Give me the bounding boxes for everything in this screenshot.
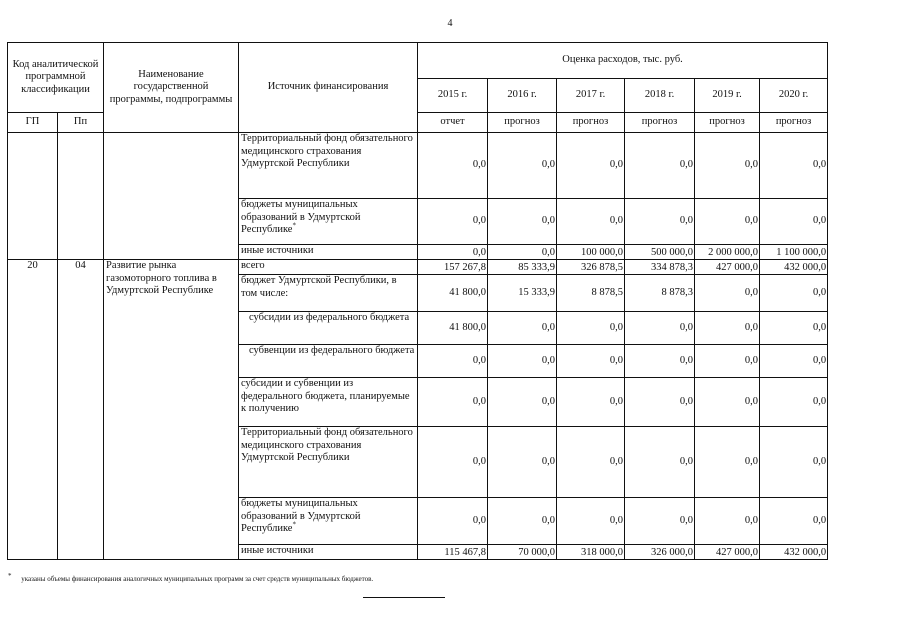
value-cell: 326 878,5 [557, 260, 625, 275]
value-cell: 0,0 [625, 427, 695, 498]
source-cell: субвенции из федерального бюджета [239, 345, 418, 378]
table-row [8, 133, 828, 199]
value-cell: 0,0 [760, 199, 828, 245]
footnote [8, 572, 373, 583]
footnote-mark: * [292, 221, 296, 230]
value-cell: 0,0 [695, 275, 760, 312]
header-year: 2016 г. [488, 79, 557, 113]
value-cell: 0,0 [488, 378, 557, 427]
source-cell: субсидии и субвенции из федерального бюджета, планируемые к получению [239, 378, 418, 427]
value-cell: 0,0 [418, 199, 488, 245]
value-cell: 0,0 [557, 312, 625, 345]
header-pp: Пп [58, 113, 104, 133]
header-year: 2019 г. [695, 79, 760, 113]
value-cell: 0,0 [488, 312, 557, 345]
value-cell: 0,0 [418, 133, 488, 199]
value-cell: 0,0 [760, 427, 828, 498]
value-cell: 334 878,3 [625, 260, 695, 275]
value-cell: 0,0 [488, 345, 557, 378]
header-year: 2015 г. [418, 79, 488, 113]
value-cell: 41 800,0 [418, 275, 488, 312]
header-source: Источник финансирования [239, 43, 418, 133]
value-cell: 0,0 [488, 498, 557, 545]
value-cell: 0,0 [557, 378, 625, 427]
value-cell: 0,0 [418, 427, 488, 498]
value-cell: 115 467,8 [418, 545, 488, 560]
value-cell: 0,0 [557, 199, 625, 245]
source-cell [239, 498, 418, 545]
value-cell: 2 000 000,0 [695, 245, 760, 260]
value-cell: 427 000,0 [695, 260, 760, 275]
source-cell: Территориальный фонд обязательного медицинского страхования Удмуртской Республики [239, 133, 418, 199]
value-cell: 0,0 [625, 312, 695, 345]
value-cell: 432 000,0 [760, 260, 828, 275]
header-program-name: Наименование государственной программы, подпрограммы [104, 43, 239, 133]
value-cell: 8 878,3 [625, 275, 695, 312]
value-cell: 0,0 [695, 345, 760, 378]
value-cell: 0,0 [557, 345, 625, 378]
value-cell: 0,0 [625, 498, 695, 545]
source-cell: бюджет Удмуртской Республики, в том числе: [239, 275, 418, 312]
value-cell: 427 000,0 [695, 545, 760, 560]
header-kind: прогноз [488, 113, 557, 133]
value-cell: 0,0 [488, 427, 557, 498]
value-cell: 0,0 [760, 378, 828, 427]
value-cell: 41 800,0 [418, 312, 488, 345]
value-cell: 85 333,9 [488, 260, 557, 275]
value-cell: 0,0 [625, 378, 695, 427]
header-code-group: Код аналитической программной классификации [8, 43, 104, 113]
value-cell: 318 000,0 [557, 545, 625, 560]
value-cell: 157 267,8 [418, 260, 488, 275]
header-kind: отчет [418, 113, 488, 133]
value-cell: 0,0 [418, 498, 488, 545]
source-cell: всего [239, 260, 418, 275]
footnote-mark: * [292, 520, 296, 529]
value-cell: 0,0 [760, 312, 828, 345]
value-cell: 0,0 [695, 378, 760, 427]
source-text: бюджеты муниципальных образований в Удмуртской Республике [241, 199, 361, 235]
value-cell: 0,0 [625, 345, 695, 378]
subprogram-name: Развитие рынка газомоторного топлива в Удмуртской Республике [104, 260, 239, 560]
footnote-mark: * [8, 572, 12, 580]
value-cell: 0,0 [695, 312, 760, 345]
value-cell: 500 000,0 [625, 245, 695, 260]
value-cell: 0,0 [760, 498, 828, 545]
value-cell: 0,0 [625, 133, 695, 199]
source-cell: иные источники [239, 545, 418, 560]
header-estimate: Оценка расходов, тыс. руб. [418, 43, 828, 79]
value-cell: 0,0 [760, 275, 828, 312]
footnote-divider [363, 597, 445, 598]
value-cell: 100 000,0 [557, 245, 625, 260]
value-cell: 0,0 [695, 427, 760, 498]
header-kind: прогноз [760, 113, 828, 133]
value-cell: 0,0 [418, 345, 488, 378]
subprogram-gp: 20 [8, 260, 58, 560]
empty-name-cell [104, 133, 239, 260]
empty-gp-cell [8, 133, 58, 260]
value-cell: 0,0 [488, 245, 557, 260]
value-cell: 0,0 [557, 427, 625, 498]
value-cell: 1 100 000,0 [760, 245, 828, 260]
value-cell: 0,0 [557, 498, 625, 545]
value-cell: 0,0 [488, 199, 557, 245]
budget-table [7, 42, 828, 560]
source-cell: Территориальный фонд обязательного медицинского страхования Удмуртской Республики [239, 427, 418, 498]
value-cell: 15 333,9 [488, 275, 557, 312]
value-cell: 0,0 [488, 133, 557, 199]
value-cell: 326 000,0 [625, 545, 695, 560]
header-kind: прогноз [625, 113, 695, 133]
empty-pp-cell [58, 133, 104, 260]
source-cell [239, 199, 418, 245]
header-kind: прогноз [557, 113, 625, 133]
header-year: 2018 г. [625, 79, 695, 113]
table-row [8, 260, 828, 275]
header-year: 2017 г. [557, 79, 625, 113]
source-cell: иные источники [239, 245, 418, 260]
value-cell: 70 000,0 [488, 545, 557, 560]
source-cell: субсидии из федерального бюджета [239, 312, 418, 345]
page-number: 4 [447, 18, 453, 29]
value-cell: 0,0 [625, 199, 695, 245]
value-cell: 0,0 [695, 199, 760, 245]
value-cell: 0,0 [695, 133, 760, 199]
header-year: 2020 г. [760, 79, 828, 113]
value-cell: 0,0 [695, 498, 760, 545]
value-cell: 0,0 [418, 245, 488, 260]
footnote-text: указаны объемы финансирования аналогичных муниципальных программ за счет средств муниципальных бюджетов. [21, 575, 374, 584]
value-cell: 0,0 [760, 345, 828, 378]
source-text: бюджеты муниципальных образований в Удмуртской Республике [241, 498, 361, 534]
value-cell: 0,0 [418, 378, 488, 427]
header-kind: прогноз [695, 113, 760, 133]
header-gp: ГП [8, 113, 58, 133]
subprogram-pp: 04 [58, 260, 104, 560]
value-cell: 8 878,5 [557, 275, 625, 312]
value-cell: 0,0 [760, 133, 828, 199]
value-cell: 0,0 [557, 133, 625, 199]
value-cell: 432 000,0 [760, 545, 828, 560]
